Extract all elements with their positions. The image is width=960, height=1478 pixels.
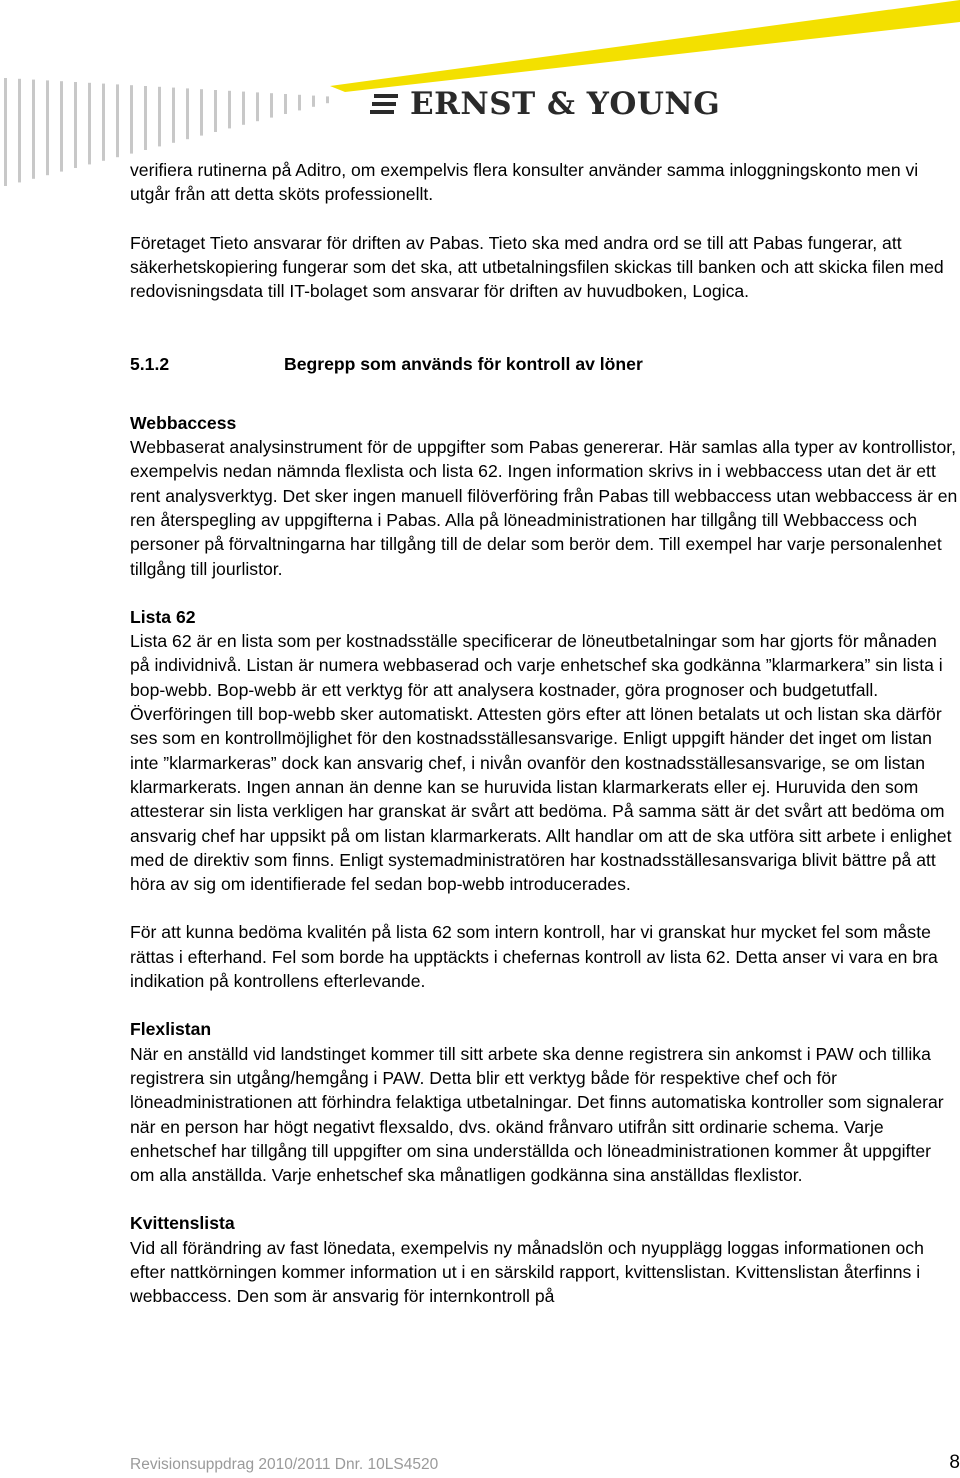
header-stripe	[326, 96, 329, 103]
header-stripe	[158, 87, 161, 147]
section-heading	[130, 352, 960, 376]
header-stripe	[32, 80, 35, 179]
lista62-body-2: För att kunna bedöma kvalitén på lista 62 som intern kontroll, har vi granskat hur mycket fel som måste rättas i efterhand. Fel som borde ha upptäckts i chefernas kontroll av lista 62. Detta anser vi vara en bra indikation på kontrollens efterlevande.	[130, 922, 938, 992]
webbaccess-heading: Webbaccess	[130, 412, 237, 433]
header-stripe	[116, 84, 119, 157]
header-stripe	[270, 93, 273, 117]
header-stripe	[18, 79, 21, 183]
document-body	[130, 158, 960, 1309]
header-stripe	[200, 89, 203, 135]
header-stripe	[74, 82, 77, 168]
header-stripe	[130, 85, 133, 153]
section-title: Begrepp som används för kontroll av löner	[284, 354, 643, 375]
header-stripe	[298, 95, 301, 111]
header-stripe	[312, 96, 315, 107]
flexlistan-heading: Flexlistan	[130, 1019, 212, 1040]
paragraph-tieto: Företaget Tieto ansvarar för driften av Pabas. Tieto ska med andra ord se till att Pabas fungerar, att säkerhetskopiering fungerar som det ska, att utbetalningsfilen skickas till banken och att skicka filen med redovisningsdata till IT-bolaget som ansvarar för driften av huvudboken, Logica.	[130, 232, 944, 302]
ernst-young-logo	[370, 86, 720, 122]
header-stripe	[242, 92, 245, 125]
page-number: 8	[949, 1452, 960, 1473]
webbaccess-body: Webbaserat analysinstrument för de uppgifter som Pabas genererar. Här samlas alla typer av kontrollistor, exempelvis nedan nämnda flexlista och lista 62. Ingen information skrivs in i webbaccess utan det är ett rent analysverktyg. Det sker ingen manuell filöverföring från Pabas till webbaccess utan webbaccess är en ren återspegling av uppgifterna i Pabas. Alla på löneadministrationen har tillgång till Webbaccess och personer på förvaltningarna har tillgång till de delar som berör dem. Till exempel har varje personalenhet tillgång till jourlistor.	[130, 437, 958, 579]
header-stripe	[60, 81, 63, 171]
paragraph-aditro: verifiera rutinerna på Aditro, om exempelvis flera konsulter använder samma inloggningskonto men vi utgår från att detta sköts professionellt.	[130, 160, 919, 205]
header-stripe	[4, 78, 7, 186]
section-number: 5.1.2	[130, 354, 170, 375]
header-stripe	[172, 88, 175, 143]
header-stripe	[46, 80, 49, 175]
ey-beam-logo-icon	[370, 90, 402, 118]
header-stripe	[214, 90, 217, 132]
lista62-body: Lista 62 är en lista som per kostnadsställe specificerar de löneutbetalningar som har gjorts för månaden på individnivå. Listan är numera webbaserad och varje enhetschef ska godkänna ”klarmarkera” sin lista i bop-webb. Bop-webb är ett verktyg för att analysera kostnader, göra prognoser och budgetutfall. Överföringen till bop-webb sker automatiskt. Attesten görs efter att lönen betalats ut och listan ska därför ses som en kontrollmöjlighet för den kostnadsställesansvarige. Enligt uppgift händer det inget om listan inte ”klarmarkeras” dock kan ansvarig chef, i nivån ovanför den kostnadsställesansvarige, se om listan klarmarkerats. Ingen annan än denne kan se huruvida listan klarmarkerats eller ej. Huruvida den som attesterar sin lista verkligen har granskat är svårt att bedöma. På samma sätt är det svårt att bedöma om ansvarig chef har uppsikt på om listan klarmarkerats. Allt handlar om att de ska utföra sitt arbete i enlighet med de direktiv som finns. Enligt systemadministratören har kostnadsställesansvariga blivit bättre på att höra av sig om identifierade fel sedan bop-webb introducerades.	[130, 631, 952, 895]
kvittenslista-heading: Kvittenslista	[130, 1213, 235, 1234]
header-stripe	[256, 92, 259, 121]
logo-text: ERNST & YOUNG	[410, 86, 721, 122]
flexlistan-body: När en anställd vid landstinget kommer till sitt arbete ska denne registrera sin ankomst i PAW och tillika registrera sin utgång/hemgång i PAW. Detta blir ett verktyg både för respektive chef och för löneadministrationen att förhindra felaktiga utbetalningar. Det finns automatiska kontroller som signalerar när en person har högt negativt flexsaldo, dvs. okänd frånvaro utifrån sitt ordinarie schema. Varje enhetschef har tillgång till uppgifter om sina underställda och löneadministrationen kommer åt uppgifter om alla anställda. Varje enhetschef ska månatligen godkänna sina anställdas flexlistor.	[130, 1043, 944, 1186]
header-stripe	[186, 88, 189, 139]
kvittenslista-body: Vid all förändring av fast lönedata, exempelvis ny månadslön och nyupplägg loggas informationen och efter nattkörningen kommer information ut i en särskild rapport, kvittenslistan. Kvittenslistan återfinns i webbaccess. Den som är ansvarig för internkontroll på	[130, 1237, 924, 1307]
footer-reference: Revisionsuppdrag 2010/2011 Dnr. 10LS4520	[130, 1456, 439, 1473]
header-stripe	[102, 84, 105, 161]
header-stripe	[284, 94, 287, 114]
header-stripe	[88, 83, 91, 165]
header-stripe	[144, 86, 147, 150]
header-stripe	[228, 91, 231, 129]
page-footer	[130, 1452, 960, 1478]
yellow-beam	[330, 0, 960, 92]
lista62-heading: Lista 62	[130, 606, 196, 627]
